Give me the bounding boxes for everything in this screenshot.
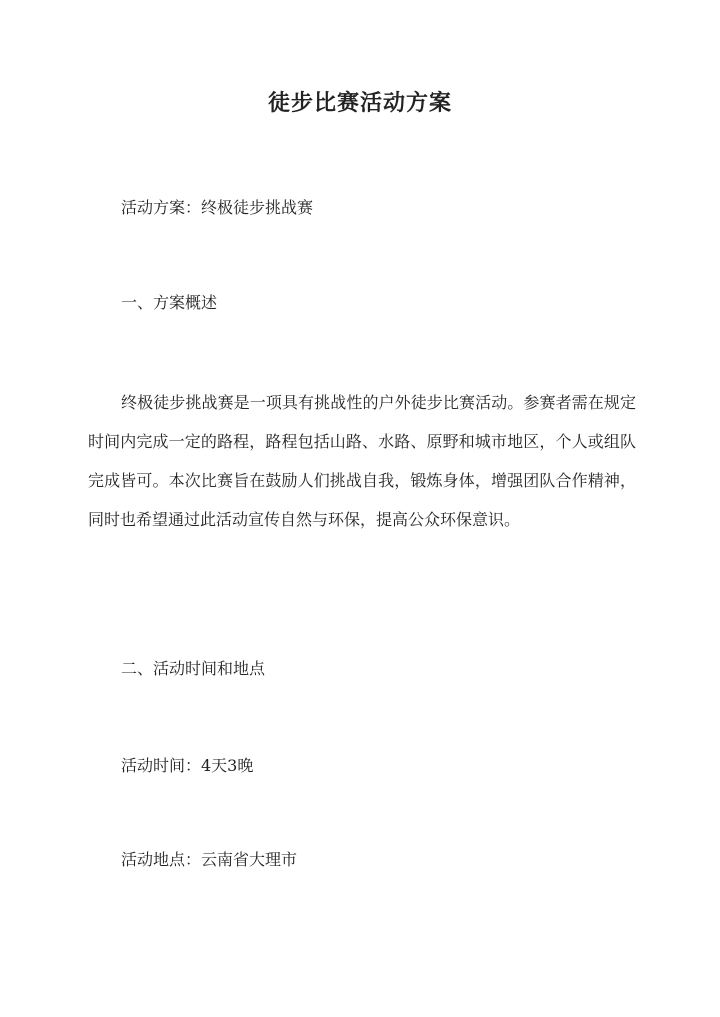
section-heading-time-location: 二、活动时间和地点: [121, 659, 266, 678]
activity-location-line: 活动地点：云南省大理市: [121, 850, 298, 869]
activity-time-line: 活动时间：4天3晚: [121, 756, 254, 775]
plan-line: 活动方案：终极徒步挑战赛: [121, 198, 314, 217]
section-heading-overview: 一、方案概述: [121, 293, 218, 312]
document-title: 徒步比赛活动方案: [267, 90, 452, 116]
overview-paragraph: 终极徒步挑战赛是一项具有挑战性的户外徒步比赛活动。参赛者需在规定时间内完成一定的路程，路程包括山路、水路、原野和城市地区，个人或组队完成皆可。本次比赛旨在鼓励人们挑战自我，锻炼身体，增强团队合作精神，同时也希望通过此活动宣传自然与环保，提高公众环保意识。: [88, 393, 636, 529]
